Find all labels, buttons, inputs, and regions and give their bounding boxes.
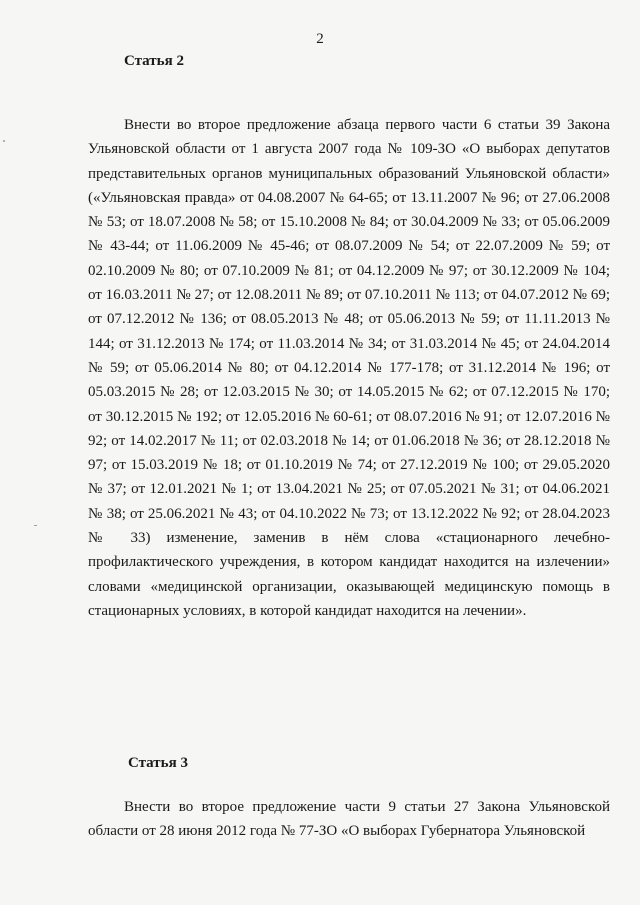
page-number: 2 <box>316 31 324 47</box>
scan-mark <box>3 140 5 142</box>
article-3-heading: Статья 3 <box>128 755 188 771</box>
scan-mark <box>34 525 37 526</box>
article-3-paragraph: Внести во второе предложение части 9 статьи 27 Закона Ульяновской области от 28 июня 2012 года № 77-ЗО «О выборах Губернатора Ульяновской <box>88 799 610 840</box>
article-2-paragraph: Внести во второе предложение абзаца первого части 6 статьи 39 Закона Ульяновской области от 1 августа 2007 года № 109-ЗО «О выборах депутатов представительных органов муниципальных образований Ульяновской области» («Ульяновская правда» от 04.08.2007 № 64-65; от 13.11.2007 № 96; от 27.06.2008 № 53; от 18.07.2008 № 58; от 15.10.2008 № 84; от 30.04.2009 № 33; от 05.06.2009 № 43-44; от 11.06.2009 № 45-46; от 08.07.2009 № 54; от 22.07.2009 № 59; от 02.10.2009 № 80; от 07.10.2009 № 81; от 04.12.2009 № 97; от 30.12.2009 № 104; от 16.03.2011 № 27; от 12.08.2011 № 89; от 07.10.2011 № 113; от 04.07.2012 № 69; от 07.12.2012 № 136; от 08.05.2013 № 48; от 05.06.2013 № 59; от 11.11.2013 № 144; от 31.12.2013 № 174; от 11.03.2014 № 34; от 31.03.2014 № 45; от 24.04.2014 № 59; от 05.06.2014 № 80; от 04.12.2014 № 177-178; от 31.12.2014 № 196; от 05.03.2015 № 28; от 12.03.2015 № 30; от 14.05.2015 № 62; от 07.12.2015 № 170; от 30.12.2015 № 192; от 12.05.2016 № 60-61; от 08.07.2016 № 91; от 12.07.2016 № 92; от 14.02.2017 № 11; от 02.03.2018 № 14; от 01.06.2018 № 36; от 28.12.2018 № 97; от 15.03.2019 № 18; от 01.10.2019 № 74; от 27.12.2019 № 100; от 29.05.2020 № 37; от 12.01.2021 № 1; от 13.04.2021 № 25; от 07.05.2021 № 31; от 04.06.2021 № 38; от 25.06.2021 № 43; от 04.10.2022 № 73; от 13.12.2022 № 92; от 28.04.2023 № 33) изменение, заменив в нём слова «стационарного лечебно-профилактического учреждения, в котором кандидат находится на излечении» словами «медицинской организации, оказывающей медицинскую помощь в стационарных условиях, в которой кандидат находится на лечении». <box>88 117 610 619</box>
article-2-heading: Статья 2 <box>124 53 184 69</box>
